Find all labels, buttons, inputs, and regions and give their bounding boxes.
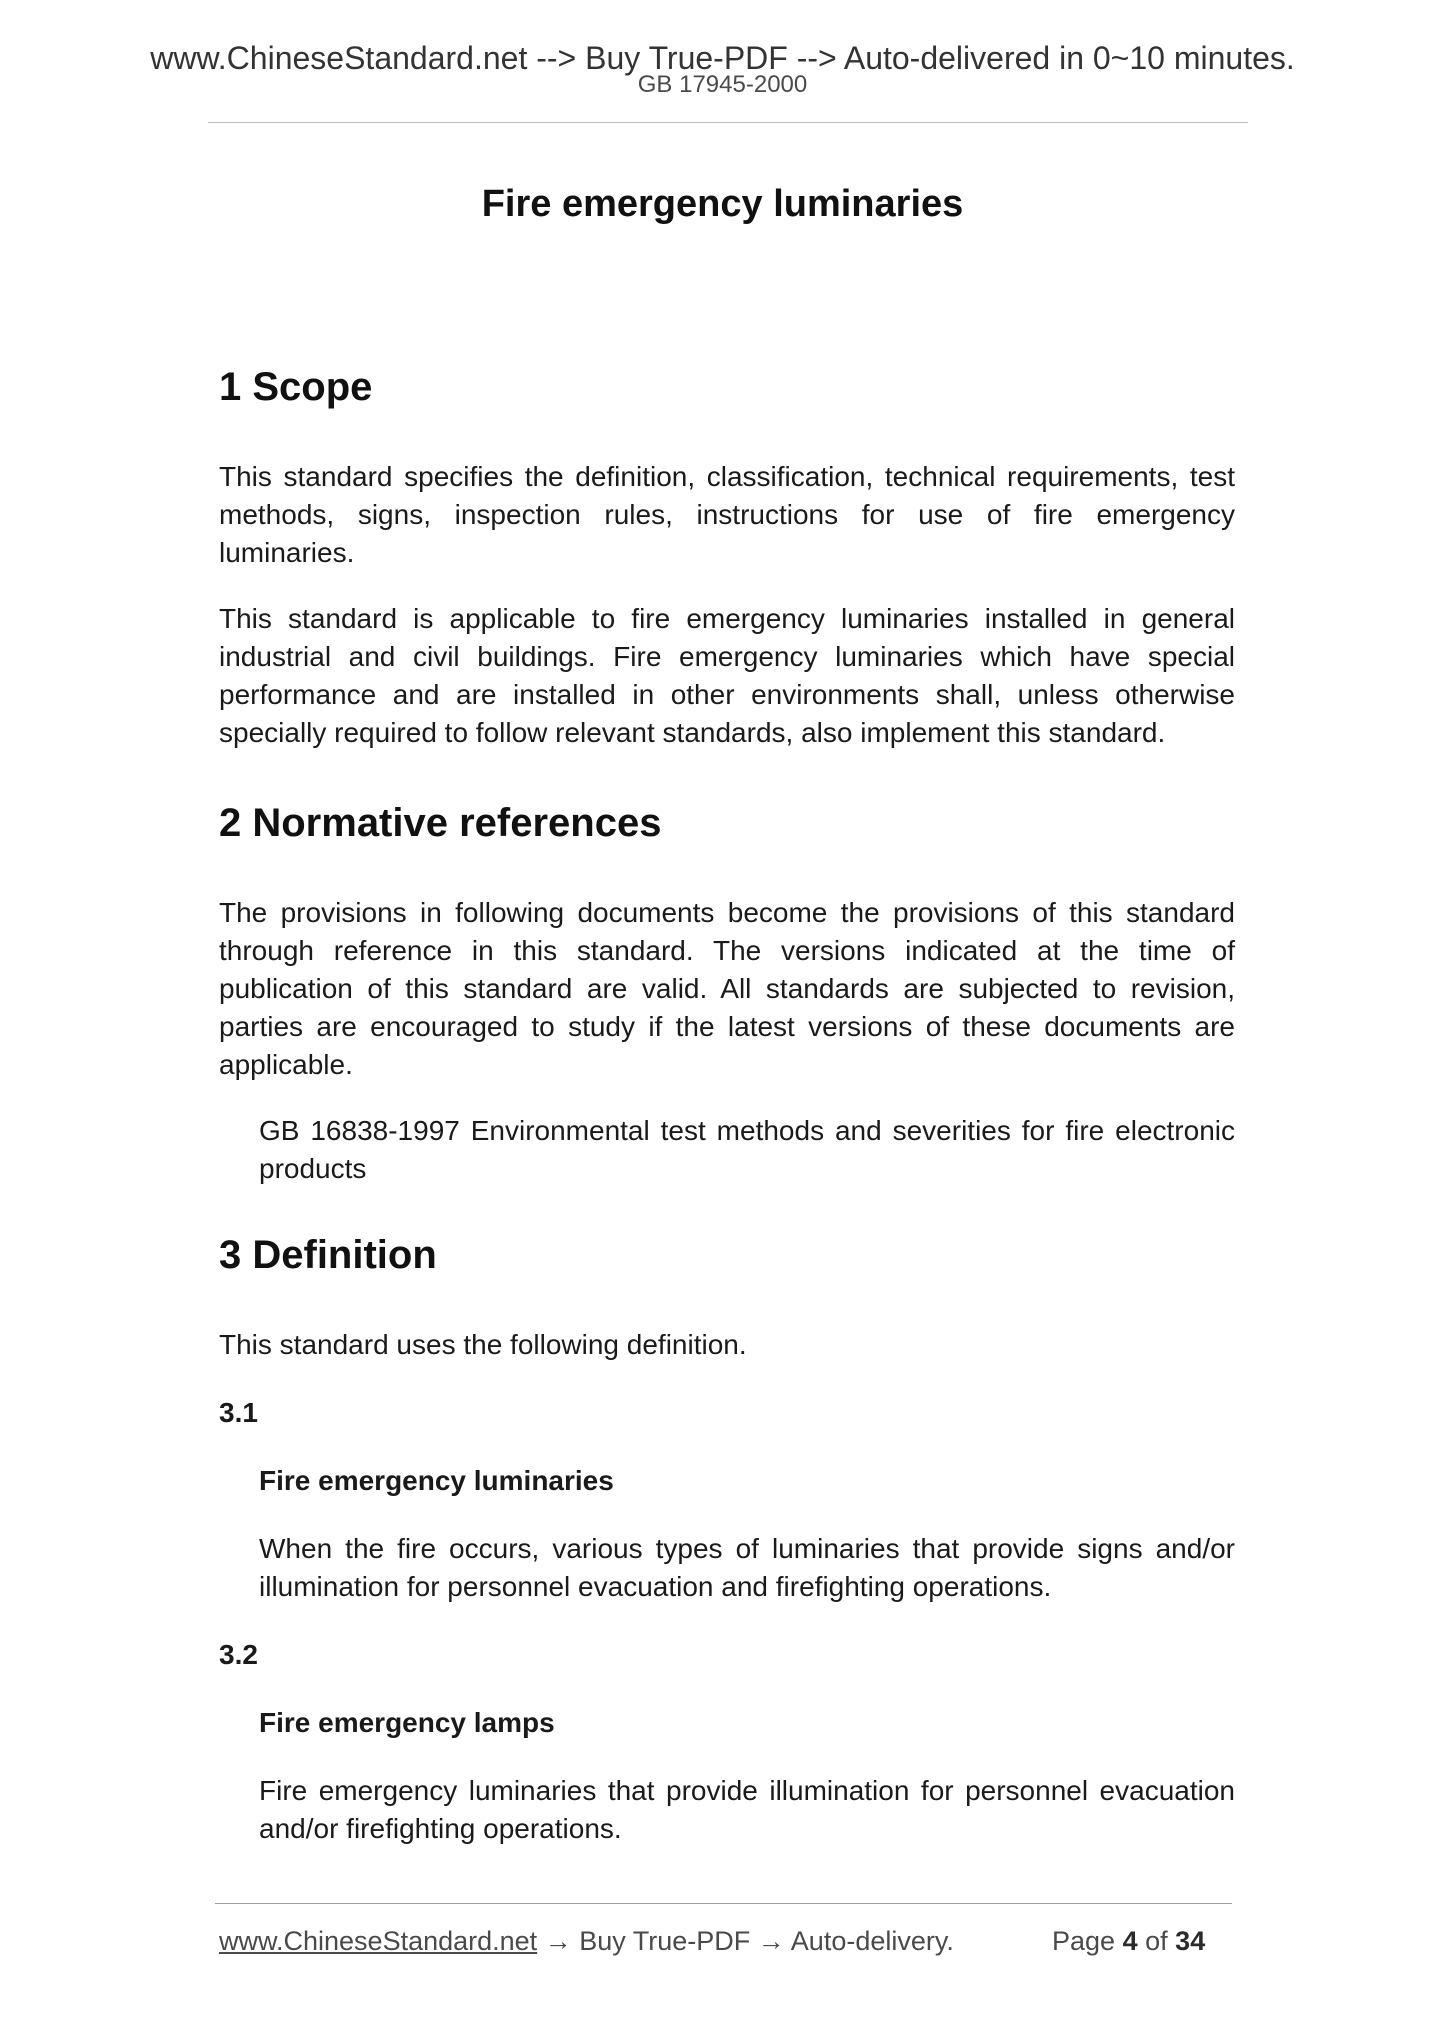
footer-buy-text: Buy True-PDF	[579, 1926, 751, 1956]
section-3-heading: 3 Definition	[219, 1233, 437, 1277]
section-2-heading: 2 Normative references	[219, 801, 662, 845]
clause-3-1-definition: When the fire occurs, various types of luminaries that provide signs and/or illumination for personnel evacuation and firefighting operations.	[259, 1533, 1235, 1602]
document-body	[219, 362, 1235, 1878]
section-2-paragraph-1: The provisions in following documents become the provisions of this standard through reference in this standard. The versions indicated at the time of publication of this standard are valid. All standards are subjected to revision, parties are encouraged to study if the latest versions of these documents are applicable.	[219, 897, 1235, 1080]
clause-3-2-definition: Fire emergency luminaries that provide illumination for personnel evacuation and/or firefighting operations.	[259, 1775, 1235, 1844]
page-indicator	[1052, 1924, 1205, 1958]
standard-code: GB 17945-2000	[637, 71, 808, 98]
arrow-right-icon: →	[544, 1926, 572, 1956]
section-3-intro: This standard uses the following definition.	[219, 1329, 747, 1360]
normative-reference-item: GB 16838-1997 Environmental test methods and severities for fire electronic products	[259, 1115, 1235, 1184]
clause-3-1-number: 3.1	[219, 1397, 258, 1428]
header-banner: www.ChineseStandard.net --> Buy True-PDF --> Auto-delivered in 0~10 minutes.	[150, 40, 1295, 76]
page-label: Page	[1052, 1926, 1116, 1956]
clause-3-2-number: 3.2	[219, 1639, 258, 1670]
page-number: 4	[1122, 1926, 1138, 1956]
clause-3-2-term: Fire emergency lamps	[259, 1707, 555, 1738]
section-1-paragraph-2: This standard is applicable to fire emergency luminaries installed in general industrial and civil buildings. Fire emergency luminaries which have special performance and are installed in other environments shall, unless otherwise specially required to follow relevant standards, also implement this standard.	[219, 603, 1235, 748]
footer-promo	[219, 1924, 954, 1958]
section-1-paragraph-1: This standard specifies the definition, classification, technical requirements, test methods, signs, inspection rules, instructions for use of fire emergency luminaries.	[219, 461, 1235, 568]
footer-website-link[interactable]: www.ChineseStandard.net	[219, 1926, 538, 1956]
footer-divider	[215, 1903, 1232, 1904]
footer-delivery-text: Auto-delivery.	[790, 1926, 954, 1956]
clause-3-1-term: Fire emergency luminaries	[259, 1465, 614, 1496]
section-1-heading: 1 Scope	[219, 365, 373, 409]
page-of-label: of	[1145, 1926, 1168, 1956]
header-divider	[208, 122, 1248, 123]
total-pages: 34	[1175, 1926, 1206, 1956]
arrow-right-icon: →	[757, 1926, 785, 1956]
document-title: Fire emergency luminaries	[481, 183, 964, 225]
